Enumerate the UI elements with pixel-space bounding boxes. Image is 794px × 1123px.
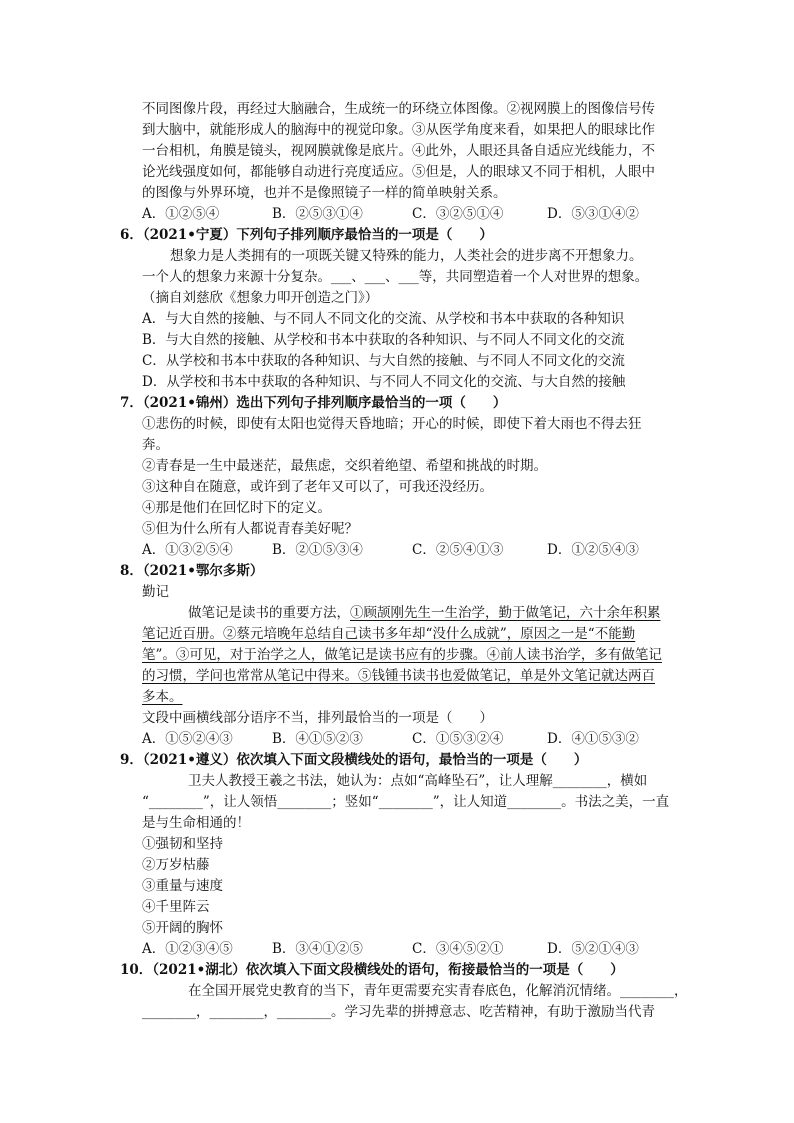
option-c: C．③④⑤②① <box>412 941 504 957</box>
passage-line: “________”，让人领悟________；竖如“________”，让人知道________。书法之美，一直 <box>142 794 670 810</box>
option-a: A．①②③④⑤ <box>142 941 233 957</box>
paragraph-line: 不同图像片段，再经过大脑融合，生成统一的环绕立体图像。②视网膜上的图像信号传 <box>142 101 655 117</box>
passage-text: 做笔记是读书的重要方法， <box>188 605 350 621</box>
paragraph-line: 论光线强度如何，都能够自动进行亮度适应。⑤但是，人的眼球又不同于相机，人眼中 <box>142 164 655 180</box>
underlined-text: ①顾颉刚先生一生治学，勤于做笔记，六十余年积累 <box>350 605 661 621</box>
underlined-line: 多本。 <box>142 689 183 705</box>
choice-c: C．从学校和书本中获取的各种知识、与大自然的接触、与不同人不同文化的交流 <box>142 353 625 369</box>
paragraph-line: 到大脑中，就能形成人的脑海中的视觉印象。③从医学角度来看，如果把人的眼球比作 <box>142 122 655 138</box>
sentence-item: ④那是他们在回忆时下的定义。 <box>142 500 331 516</box>
choice-a: A．与大自然的接触、与不同人不同文化的交流、从学校和书本中获取的各种知识 <box>142 311 625 327</box>
question-6-stem: 6．（2021•宁夏）下列句子排列顺序最恰当的一项是（ ） <box>120 227 493 243</box>
passage-line: 卫夫人教授王羲之书法，她认为：点如“高峰坠石”，让人理解________，横如 <box>188 773 648 789</box>
passage-line: 在全国开展党史教育的当下，青年更需要充实青春底色，化解消沉情绪。________， <box>188 983 688 999</box>
paragraph-line: 的图像与外界环境，也并不是像照镜子一样的简单映射关系。 <box>142 185 507 201</box>
passage-line: 是与生命相通的！ <box>142 815 250 831</box>
sentence-item: ②青春是一生中最迷茫，最焦虑，交织着绝望、希望和挑战的时期。 <box>142 458 547 474</box>
question-8-stem: 8．（2021•鄂尔多斯） <box>120 563 264 579</box>
sentence-item: ③这种自在随意，或许到了老年又可以了，可我还没经历。 <box>142 479 493 495</box>
option-a: A．①⑤②④③ <box>142 731 233 747</box>
question-10-stem: 10．（2021•湖北）依次填入下面文段横线处的语句，衔接最恰当的一项是（ ） <box>120 962 624 978</box>
phrase-item: ⑤开阔的胸怀 <box>142 920 223 936</box>
passage-line: ________，________，________。学习先辈的拼搏意志、吃苦精神，有助于激励当代青 <box>142 1004 655 1020</box>
paragraph-line: 一台相机，角膜是镜头，视网膜就像是底片。④此外，人眼还具备自适应光线能力，不 <box>142 143 655 159</box>
option-b: B．②①⑤③④ <box>272 542 363 558</box>
question-7-stem: 7．（2021•锦州）选出下列句子排列顺序最恰当的一项（ ） <box>120 395 507 411</box>
phrase-item: ④千里阵云 <box>142 899 210 915</box>
option-b: B．④①⑤②③ <box>272 731 363 747</box>
underlined-line: 的习惯，学问也常常从笔记中得来。⑤钱锺书读书也爱做笔记，单是外文笔记就达两百 <box>142 668 655 684</box>
phrase-item: ①强韧和坚持 <box>142 836 223 852</box>
option-d: D．④①⑤③② <box>547 731 639 747</box>
passage-line <box>188 603 661 623</box>
option-b: B．③④①②⑤ <box>272 941 363 957</box>
option-b: B．②⑤③①④ <box>272 206 363 222</box>
question-8-ask: 文段中画横线部分语序不当，排列最恰当的一项是（ ） <box>142 710 493 726</box>
sentence-item: 奔。 <box>142 437 169 453</box>
passage-title: 勤记 <box>142 584 169 600</box>
option-c: C．②⑤④①③ <box>412 542 504 558</box>
passage-line: 想象力是人类拥有的一项既关键又特殊的能力，人类社会的进步离不开想象力。 <box>170 248 643 264</box>
option-d: D．⑤③①④② <box>547 206 639 222</box>
choice-b: B．与大自然的接触、从学校和书本中获取的各种知识、与不同人不同文化的交流 <box>142 332 625 348</box>
option-d: D．①②⑤④③ <box>547 542 639 558</box>
option-c: C．③②⑤①④ <box>412 206 504 222</box>
choice-d: D．从学校和书本中获取的各种知识、与不同人不同文化的交流、与大自然的接触 <box>142 374 626 390</box>
sentence-item: ①悲伤的时候，即使有太阳也觉得天昏地暗；开心的时候，即使下着大雨也不得去狂 <box>142 416 642 432</box>
phrase-item: ②万岁枯藤 <box>142 857 210 873</box>
sentence-item: ⑤但为什么所有人都说青春美好呢？ <box>142 521 358 537</box>
underlined-line: 笔”。③可见，对于治学之人，做笔记是读书应有的步骤。④前人读书治学，多有做笔记 <box>142 647 662 663</box>
option-d: D．⑤②①④③ <box>547 941 639 957</box>
question-9-stem: 9．（2021•遵义）依次填入下面文段横线处的语句，最恰当的一项是（ ） <box>120 752 588 768</box>
underlined-line: 笔记近百册。②蔡元培晚年总结自己读书多年却“没什么成就”，原因之一是“不能勤 <box>142 626 636 642</box>
phrase-item: ③重量与速度 <box>142 878 223 894</box>
option-a: A．①②⑤④ <box>142 206 220 222</box>
passage-line: 一个人的想象力来源十分复杂。___、___、___等，共同塑造着一个人对世界的想象。 <box>142 269 649 285</box>
option-a: A．①③②⑤④ <box>142 542 233 558</box>
option-c: C．①⑤③②④ <box>412 731 504 747</box>
passage-source: （摘自刘慈欣《想象力叩开创造之门》） <box>142 290 379 306</box>
